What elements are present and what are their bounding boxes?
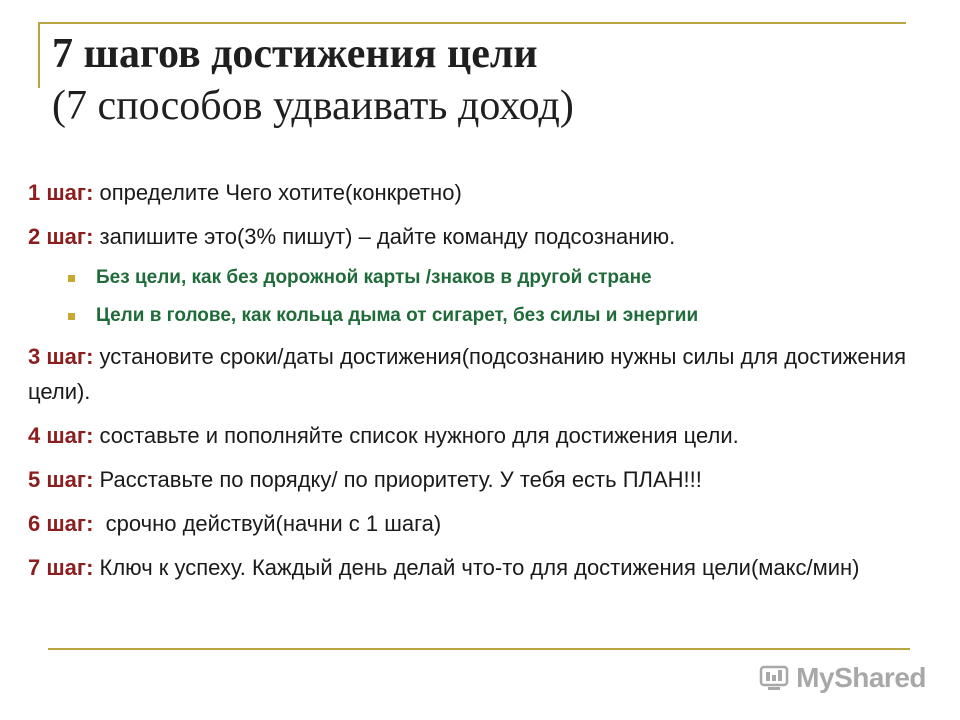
- sub-bullet-list: [28, 263, 928, 331]
- step-label: 3 шаг:: [28, 344, 94, 369]
- step-text: срочно действуй(начни с 1 шага): [93, 511, 442, 536]
- title-accent-vertical-line: [38, 22, 40, 88]
- step-text: запишите это(3% пишут) – дайте команду подсознанию.: [93, 224, 676, 249]
- step-label: 4 шаг:: [28, 423, 94, 448]
- step-5: [28, 462, 928, 497]
- sub-bullet: [28, 263, 928, 293]
- step-text: определите Чего хотите(конкретно): [93, 180, 462, 205]
- slide-title: [52, 28, 932, 132]
- sub-bullet-text: Цели в голове, как кольца дыма от сигарет, без силы и энергии: [96, 305, 699, 326]
- title-line-1: 7 шагов достижения цели: [52, 31, 538, 77]
- step-text: установите сроки/даты достижения(подсознанию нужны силы для достижения цели).: [28, 344, 906, 404]
- step-label: 1 шаг:: [28, 180, 94, 205]
- square-bullet-icon: [68, 275, 75, 282]
- square-bullet-icon: [68, 313, 75, 320]
- step-label: 7 шаг:: [28, 555, 94, 580]
- step-label: 6 шаг:: [28, 511, 94, 536]
- sub-bullet: [28, 301, 928, 331]
- title-accent-top-line: [38, 22, 906, 24]
- step-text: Ключ к успеху. Каждый день делай что-то для достижения цели(макс/мин): [93, 555, 860, 580]
- step-label: 2 шаг:: [28, 224, 94, 249]
- footer-accent-line: [48, 648, 910, 650]
- step-2: [28, 219, 928, 254]
- step-label: 5 шаг:: [28, 467, 94, 492]
- step-6: [28, 506, 928, 541]
- step-text: составьте и пополняйте список нужного для достижения цели.: [93, 423, 739, 448]
- watermark: [758, 662, 926, 694]
- myshared-logo-icon: [758, 662, 790, 694]
- step-4: [28, 418, 928, 453]
- step-1: [28, 175, 928, 210]
- title-line-2: (7 способов удваивать доход): [52, 83, 574, 129]
- step-3: [28, 339, 928, 409]
- sub-bullet-text: Без цели, как без дорожной карты /знаков в другой стране: [96, 267, 652, 288]
- slide-content: [28, 175, 928, 594]
- watermark-text: MyShared: [796, 662, 926, 693]
- step-text: Расставьте по порядку/ по приоритету. У тебя есть ПЛАН!!!: [93, 467, 702, 492]
- step-7: [28, 550, 928, 585]
